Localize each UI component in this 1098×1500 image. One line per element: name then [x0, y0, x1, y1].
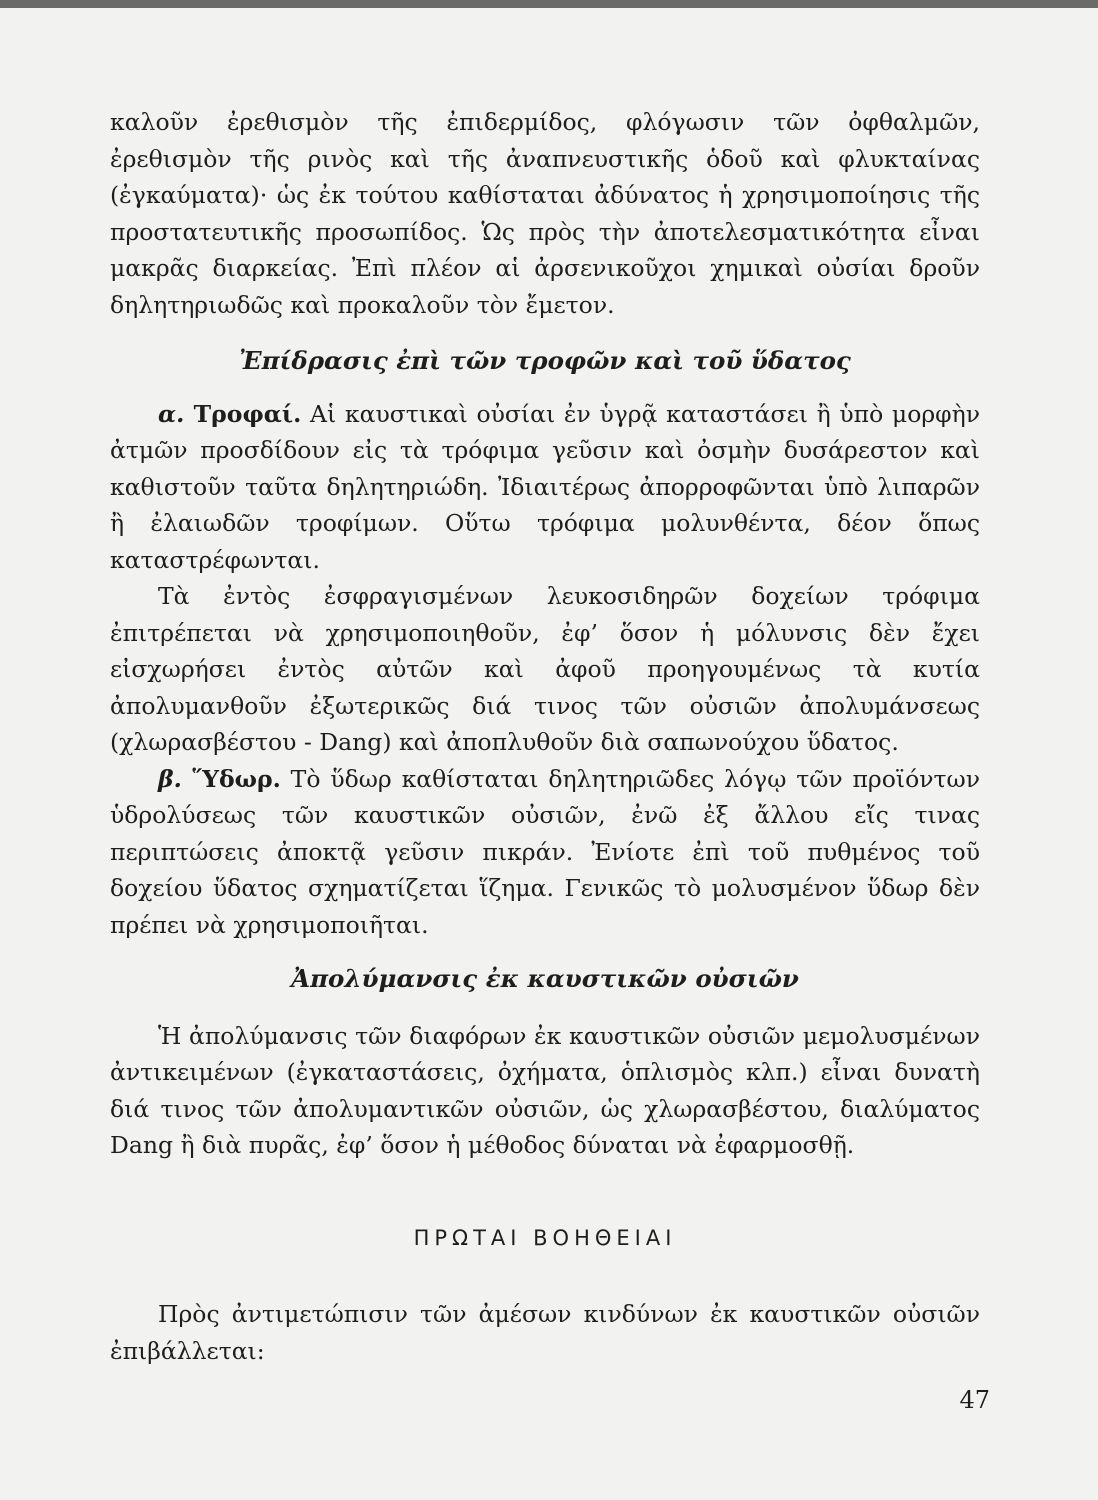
paragraph-canned-food: Τὰ ἐντὸς ἐσφραγισμένων λευκοσιδηρῶν δοχείων τρόφιμα ἐπιτρέπεται νὰ χρησιμοποιηθοῦν, ἐφ’ ὅσον ἡ μόλυνσις δὲν ἔχει εἰσχωρήσει ἐντὸς αὐτῶν καὶ ἀφοῦ προηγουμένως τὰ κυτία ἀπολυμανθοῦν ἐξωτερικῶς διά τινος τῶν οὐσιῶν ἀπολυμάνσεως (χλωρασβέστου - Dang) καὶ ἀποπλυθοῦν διὰ σαπωνούχου ὕδατος.: [110, 582, 980, 756]
section-heading-disinfection: Ἀπολύμανσις ἐκ καυστικῶν οὐσιῶν: [291, 964, 799, 993]
paragraph-food: [110, 396, 980, 579]
paragraph-water: [110, 761, 980, 944]
body-text: [110, 104, 980, 1369]
section-heading-food-water: Ἐπίδρασις ἐπὶ τῶν τροφῶν καὶ τοῦ ὕδατος: [239, 346, 851, 375]
scan-top-edge: [0, 0, 1098, 8]
paragraph-effects-continued: καλοῦν ἐρεθισμὸν τῆς ἐπιδερμίδος, φλόγωσιν τῶν ὀφθαλμῶν, ἐρεθισμὸν τῆς ρινὸς καὶ τῆς ἀναπνευστικῆς ὁδοῦ καὶ φλυκταίνας (ἐγκαύματα)· ὡς ἐκ τούτου καθίσταται ἀδύνατος ἡ χρησιμοποίησις τῆς προστατευτικῆς προσωπίδος. Ὡς πρὸς τὴν ἀποτελεσματικότητα εἶναι μακρᾶς διαρκείας. Ἐπὶ πλέον αἱ ἀρσενικοῦχοι χημικαὶ οὐσίαι δροῦν δηλητηριωδῶς καὶ προκαλοῦν τὸν ἔμετον.: [110, 108, 980, 319]
food-letter: α.: [158, 399, 185, 428]
paragraph-first-aid: Πρὸς ἀντιμετώπισιν τῶν ἀμέσων κινδύνων ἐκ καυστικῶν οὐσιῶν ἐπιβάλλεται:: [110, 1300, 980, 1365]
water-text: Τὸ ὕδωρ καθίσταται δηλητηριῶδες λόγῳ τῶν προϊόντων ὑδρολύσεως τῶν καυστικῶν οὐσιῶν, ἐνῶ ἐξ ἄλλου εἴς τινας περιπτώσεις ἀποκτᾷ γεῦσιν πικράν. Ἐνίοτε ἐπὶ τοῦ πυθμένος τοῦ δοχείου ὕδατος σχηματίζεται ἵζημα. Γενικῶς τὸ μολυσμένον ὕδωρ δὲν πρέπει νὰ χρησιμοποιῆται.: [110, 764, 980, 939]
page-number: 47: [959, 1386, 990, 1414]
food-label-group: [158, 400, 301, 428]
section-heading-first-aid: ΠΡΩΤΑΙ ΒΟΗΘΕΙΑΙ: [413, 1225, 677, 1250]
food-text: Αἱ καυστικαὶ οὐσίαι ἐν ὑγρᾷ καταστάσει ἢ ὑπὸ μορφὴν ἀτμῶν προσδίδουν εἰς τὰ τρόφιμα γεῦσιν καὶ ὀσμὴν δυσάρεστον καὶ καθιστοῦν ταῦτα δηλητηριώδη. Ἰδιαιτέρως ἀπορροφῶνται ὑπὸ λιπαρῶν ἢ ἐλαιωδῶν τροφίμων. Οὕτω τρόφιμα μολυνθέντα, δέον ὅπως καταστρέφωνται.: [110, 399, 980, 574]
water-letter: β.: [158, 764, 182, 793]
paragraph-disinfection: Ἡ ἀπολύμανσις τῶν διαφόρων ἐκ καυστικῶν οὐσιῶν μεμολυσμένων ἀντικειμένων (ἐγκαταστάσεις, ὀχήματα, ὁπλισμὸς κλπ.) εἶναι δυνατὴ διά τινος τῶν ἀπολυμαντικῶν οὐσιῶν, ὡς χλωρασβέστου, διαλύματος Dang ἢ διὰ πυρᾶς, ἐφ’ ὅσον ἡ μέθοδος δύναται νὰ ἐφαρμοσθῇ.: [110, 1021, 980, 1159]
water-label: Ὕδωρ.: [192, 764, 281, 793]
water-label-group: [158, 765, 281, 793]
food-label: Τροφαί.: [193, 399, 302, 428]
